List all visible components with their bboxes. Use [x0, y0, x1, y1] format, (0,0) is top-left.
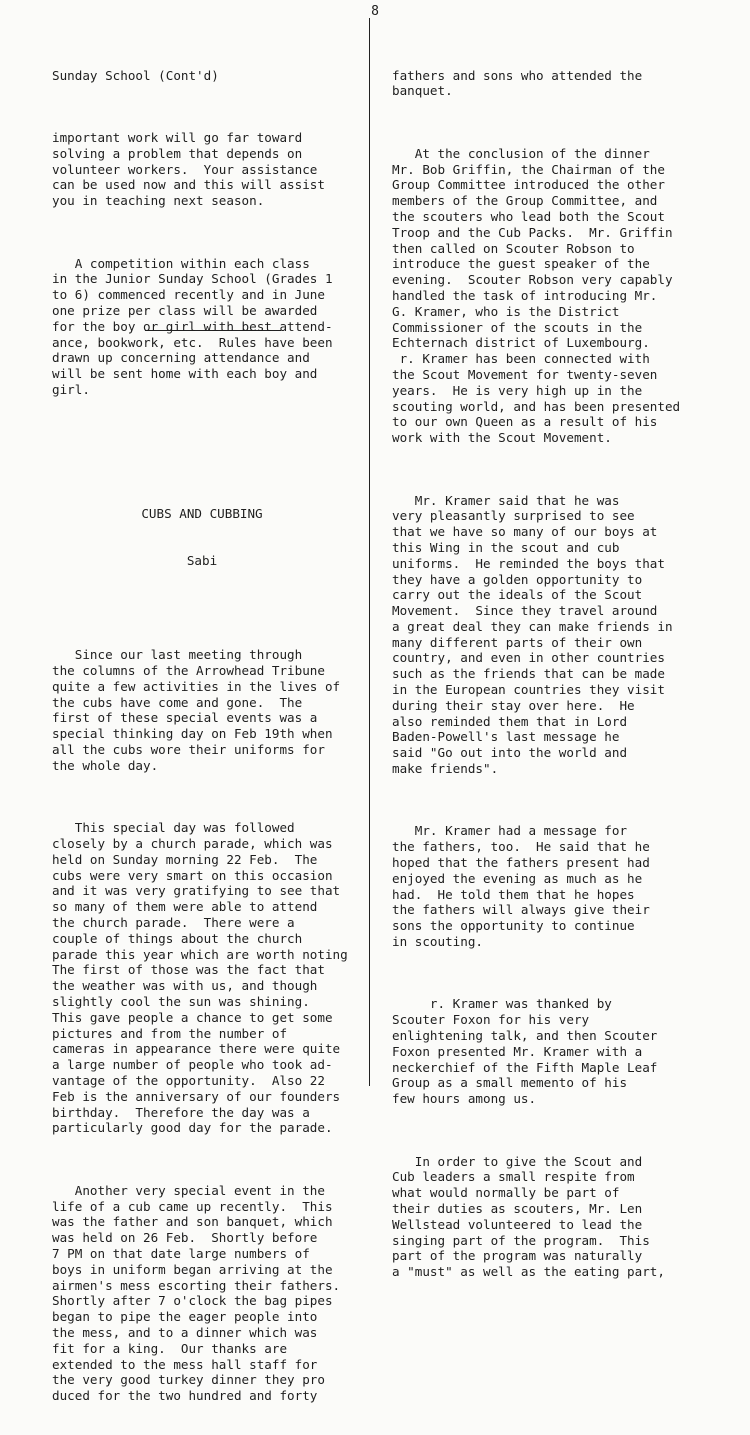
text-line: the church parade. There were a [52, 915, 295, 931]
text-line: a large number of people who took ad- [52, 1057, 333, 1073]
text-line: the cubs have come and gone. The [52, 694, 303, 710]
text-line: make friends". [392, 761, 499, 777]
text-line: all the cubs wore their uniforms for [52, 742, 325, 758]
text-line: to 6) commenced recently and in June [52, 287, 325, 303]
paragraph [392, 146, 722, 446]
text-line: so many of them were able to attend [52, 899, 318, 915]
paragraph [392, 68, 722, 100]
text-line: in the Junior Sunday School (Grades 1 [52, 271, 333, 287]
text-line: the weather was with us, and though [52, 978, 318, 994]
text-line: also reminded them that in Lord [392, 713, 628, 729]
text-line: Movement. Since they travel around [392, 603, 658, 619]
text-line: A competition within each class [52, 255, 310, 271]
text-line: in scouting. [392, 934, 483, 950]
text-line: began to pipe the eager people into [52, 1309, 318, 1325]
text-line: was held on 26 Feb. Shortly before [52, 1230, 318, 1246]
text-line: solving a problem that depends on [52, 145, 303, 161]
text-line: life of a cub came up recently. This [52, 1198, 333, 1214]
text-line: singing part of the program. This [392, 1232, 650, 1248]
text-line: cameras in appearance there were quite [52, 1041, 341, 1057]
text-line: to our own Queen as a result of his [392, 414, 658, 430]
column-divider [369, 18, 370, 1086]
text-line: first of these special events was a [52, 710, 318, 726]
text-line: carry out the ideals of the Scout [392, 587, 643, 603]
text-line: special thinking day on Feb 19th when [52, 726, 333, 742]
article-heading [52, 474, 352, 600]
text-line: the columns of the Arrowhead Tribune [52, 663, 325, 679]
text-line: r. Kramer was thanked by [392, 996, 612, 1012]
text-line: evening. Scouter Robson very capably [392, 272, 673, 288]
text-line: drawn up concerning attendance and [52, 350, 310, 366]
section-header: Sunday School (Cont'd) [52, 67, 219, 83]
text-line: the whole day. [52, 757, 159, 773]
text-line: very pleasantly surprised to see [392, 508, 635, 524]
text-line: said "Go out into the world and [392, 745, 628, 761]
paragraph [52, 256, 352, 398]
text-line: uniforms. He reminded the boys that [392, 555, 665, 571]
text-line: the fathers, too. He said that he [392, 839, 650, 855]
text-line: had. He told them that he hopes [392, 886, 635, 902]
paragraph [52, 130, 352, 209]
text-line: years. He is very high up in the [392, 382, 643, 398]
text-line: boys in uniform began arriving at the [52, 1261, 333, 1277]
text-line: work with the Scout Movement. [392, 430, 612, 446]
text-line: a great deal they can make friends in [392, 618, 673, 634]
text-line: Another very special event in the [52, 1182, 325, 1198]
text-line: introduce the guest speaker of the [392, 256, 650, 272]
text-line: scouting world, and has been presented [392, 398, 681, 414]
left-column [52, 36, 352, 1435]
text-line: Wellstead volunteered to lead the [392, 1216, 643, 1232]
text-line: Shortly after 7 o'clock the bag pipes [52, 1293, 333, 1309]
text-line: Baden-Powell's last message he [392, 729, 620, 745]
text-line: in the European countries they visit [392, 682, 665, 698]
paragraph [392, 493, 722, 777]
text-line: extended to the mess hall staff for [52, 1356, 318, 1372]
text-line: one prize per class will be awarded [52, 302, 318, 318]
text-line: you in teaching next season. [52, 193, 265, 209]
text-line: held on Sunday morning 22 Feb. The [52, 851, 318, 867]
text-line: enlightening talk, and then Scouter [392, 1028, 658, 1044]
text-line: this Wing in the scout and cub [392, 539, 620, 555]
text-line: then called on Scouter Robson to [392, 240, 635, 256]
text-line: can be used now and this will assist [52, 177, 325, 193]
text-line: volunteer workers. Your assistance [52, 161, 318, 177]
text-line: such as the friends that can be made [392, 666, 665, 682]
text-line: quite a few activities in the lives of [52, 678, 341, 694]
paragraph [52, 820, 352, 1136]
text-line: G. Kramer, who is the District [392, 303, 620, 319]
text-line: that we have so many of our boys at [392, 524, 658, 540]
text-line: the fathers will always give their [392, 902, 650, 918]
text-line: r. Kramer has been connected with [392, 351, 650, 367]
paragraph [52, 647, 352, 773]
text-line: handled the task of introducing Mr. [392, 287, 658, 303]
text-line: will be sent home with each boy and [52, 366, 318, 382]
text-line: Feb is the anniversary of our founders [52, 1088, 341, 1104]
text-line: neckerchief of the Fifth Maple Leaf [392, 1059, 658, 1075]
text-line: Scouter Foxon for his very [392, 1012, 590, 1028]
text-line: ance, bookwork, etc. Rules have been [52, 334, 333, 350]
text-line: This gave people a chance to get some [52, 1009, 333, 1025]
paragraph [392, 823, 722, 949]
right-column [392, 36, 722, 1311]
text-line: Commissioner of the scouts in the [392, 319, 643, 335]
text-line: few hours among us. [392, 1091, 537, 1107]
text-line: slightly cool the sun was shining. [52, 994, 310, 1010]
article-title: CUBS AND CUBBING [141, 505, 263, 521]
text-line: Since our last meeting through [52, 647, 303, 663]
text-line: Echternach district of Luxembourg. [392, 335, 650, 351]
text-line: was the father and son banquet, which [52, 1214, 333, 1230]
text-line: 7 PM on that date large numbers of [52, 1245, 310, 1261]
text-line: banquet. [392, 83, 453, 99]
text-line: closely by a church parade, which was [52, 836, 333, 852]
text-line: girl. [52, 381, 90, 397]
text-line: In order to give the Scout and [392, 1153, 643, 1169]
text-line: airmen's mess escorting their fathers. [52, 1277, 341, 1293]
text-line: couple of things about the church [52, 930, 303, 946]
text-line: At the conclusion of the dinner [392, 145, 650, 161]
text-line: Mr. Kramer said that he was [392, 492, 620, 508]
text-line: many different parts of their own [392, 634, 643, 650]
text-line: parade this year which are worth noting [52, 946, 348, 962]
text-line: enjoyed the evening as much as he [392, 870, 643, 886]
text-line: This special day was followed [52, 820, 295, 836]
text-line: Group as a small memento of his [392, 1075, 628, 1091]
page-number: 8 [371, 4, 379, 19]
text-line: particularly good day for the parade. [52, 1120, 333, 1136]
text-line: part of the program was naturally [392, 1248, 643, 1264]
text-line: birthday. Therefore the day was a [52, 1104, 310, 1120]
text-line: hoped that the fathers present had [392, 855, 650, 871]
text-line: Troop and the Cub Packs. Mr. Griffin [392, 224, 673, 240]
text-line: their duties as scouters, Mr. Len [392, 1200, 643, 1216]
text-line: Cub leaders a small respite from [392, 1169, 635, 1185]
text-line: Foxon presented Mr. Kramer with a [392, 1043, 643, 1059]
paragraph [52, 1183, 352, 1404]
text-line: The first of those was the fact that [52, 962, 325, 978]
text-line: duced for the two hundred and forty [52, 1388, 318, 1404]
text-line: during their stay over here. He [392, 697, 635, 713]
text-line: a "must" as well as the eating part, [392, 1264, 665, 1280]
text-line: members of the Group Committee, and [392, 193, 658, 209]
text-line: cubs were very smart on this occasion [52, 867, 333, 883]
text-line: fit for a king. Our thanks are [52, 1340, 288, 1356]
text-line: Group Committee introduced the other [392, 177, 665, 193]
text-line: they have a golden opportunity to [392, 571, 643, 587]
text-line: what would normally be part of [392, 1185, 620, 1201]
text-line: the Scout Movement for twenty-seven [392, 366, 658, 382]
text-line: important work will go far toward [52, 129, 303, 145]
paragraph [392, 996, 722, 1107]
text-line: the mess, and to a dinner which was [52, 1324, 318, 1340]
text-line: Mr. Bob Griffin, the Chairman of the [392, 161, 665, 177]
text-line: pictures and from the number of [52, 1025, 288, 1041]
text-line: the very good turkey dinner they pro [52, 1372, 325, 1388]
text-line: Mr. Kramer had a message for [392, 823, 628, 839]
text-line: fathers and sons who attended the [392, 67, 643, 83]
text-line: for the boy or girl with best attend- [52, 318, 333, 334]
text-line: country, and even in other countries [392, 650, 665, 666]
text-line: sons the opportunity to continue [392, 918, 635, 934]
article-author: Sabi [186, 553, 218, 569]
text-line: the scouters who lead both the Scout [392, 208, 665, 224]
text-line: vantage of the opportunity. Also 22 [52, 1073, 325, 1089]
text-line: and it was very gratifying to see that [52, 883, 341, 899]
paragraph [392, 1154, 722, 1280]
